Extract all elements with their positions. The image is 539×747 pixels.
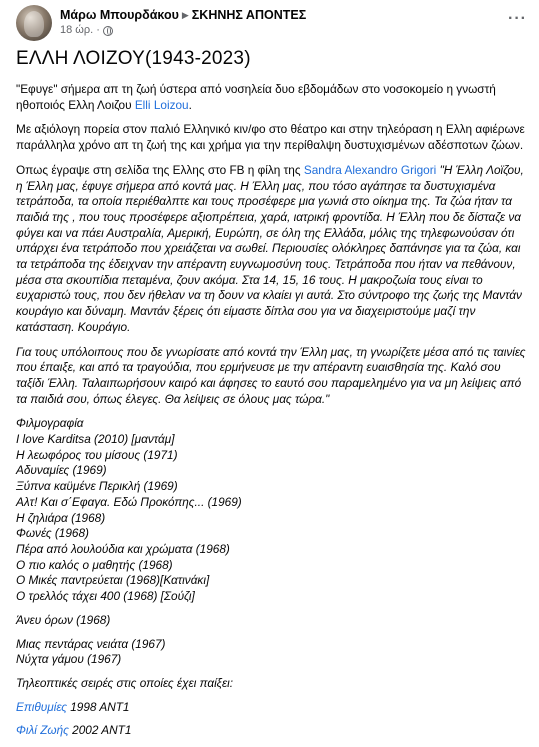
film-item: Αλτ! Και σ΄Εφαγα. Εδώ Προκόπης... (1969) bbox=[16, 494, 242, 509]
elli-loizou-link[interactable]: Elli Loizou bbox=[134, 97, 189, 112]
post-title: ΕΛΛΗ ΛΟΙΖΟΥ(1943-2023) bbox=[16, 48, 251, 69]
film-item: Ο Μικές παντρεύεται (1968)[Κατινάκι] bbox=[16, 573, 210, 588]
post-time[interactable]: 18 ώρ. bbox=[60, 23, 94, 36]
tv-series-info: 1998 ΑΝΤ1 bbox=[66, 699, 130, 714]
film-item: Αδυναμίες (1969) bbox=[16, 463, 107, 478]
filmography-heading: Φιλμογραφία bbox=[16, 416, 84, 431]
header-text bbox=[60, 8, 306, 37]
more-options-icon[interactable]: ··· bbox=[508, 10, 527, 27]
film-item: Η ζηλιάρα (1968) bbox=[16, 510, 106, 525]
arrow-right-icon: ▶ bbox=[181, 10, 189, 21]
group-name[interactable]: ΣΚΗΝΗΣ ΑΠΟΝΤΕΣ bbox=[191, 8, 307, 23]
paragraph-2: Με αξιόλογη πορεία στον παλιό Ελληνικό κιν/φο στο θέατρο και στην τηλεόραση η Ελλη αφιέρωνε παράλληλα χρόνο απ τη ζωή της και χρήμα για την περίθαλψη δυστυχισμένων αδέσποτων ζώων. bbox=[16, 122, 525, 153]
paragraph-4: Για τους υπόλοιπους που δε γνωρίσατε από κοντά την Έλλη μας, τη γνωρίζετε μέσα από τις ταινίες που έπαιξε, και από τα τραγούδια, που ερμήνευσε με την απέραντη ευαισθησία της. Καλό σου ταξίδι Έλλη. Ταλαιπωρήσουν καιρό και άφησες το εαυτό σου παραμελημένο για να μη λείψεις από τα παιδιά σου, όπως έλεγες. Θα λείψεις σε όλους μας τώρα." bbox=[16, 344, 526, 406]
author-avatar[interactable] bbox=[16, 5, 52, 41]
filmography bbox=[16, 416, 528, 739]
author-name[interactable]: Μάρω Μπουρδάκου bbox=[60, 8, 179, 23]
film-item: Νύχτα γάμου (1967) bbox=[16, 652, 122, 667]
post-header bbox=[16, 0, 527, 45]
paragraph-3-quote: "Η Έλλη Λοϊζου, η Έλλη μας, έφυγε σήμερα από κοντά μας. Η Έλλη μας, που τόσο αγάπησε τα δυστυχισμένα τετράποδα, τα οποία περιέθαλπτε και τους προσέφερε μια γωνιά στο οίκημα της. Τα ζώα ήταν τα παιδιά της , που τους προσέφερε αξιοπρέπεια, χαρά, ιατρική φροντίδα. Η Έλλη που δε δίσταζε να φύγει και να πάει Αυστραλία, Αμερική, Ευρώπη, σε όλη της Ελλάδα, μόλις της τηλεφωνούσαν ότι υπάρχει ένα τετράποδο που χρειάζεται να σωθεί. Περιουσίες ολόκληρες δαπάνησε για τα ζώα, και τα τετράποδα της έδειχναν την απέραντη ευγνωμοσύνη τους. Τετράποδα που ήταν να πεθάνουν, μέσα στα σκουπίδια πεταμένα, ζουν ακόμα. Στα 14, 15, 16 τους. Η μακροζωία τους είναι το ευχαριστώ τους, που δεν ήθελαν να τη δουν να κλαίει γι αυτά. Στο σύντροφο της ζωής της Μαντάν κουράγιο και δύναμη. Μαντάν ξέρεις ότι είμαστε δίπλα σου για να διαχειριστούμε μαζί την κατάσταση. Κουράγιο. bbox=[16, 162, 524, 334]
separator-dot: · bbox=[96, 23, 100, 36]
tv-series-link[interactable]: Επιθυμίες bbox=[16, 699, 67, 714]
list-spacer bbox=[16, 715, 528, 723]
post-meta bbox=[60, 24, 306, 38]
list-spacer bbox=[16, 668, 528, 676]
list-spacer bbox=[16, 692, 528, 700]
film-item: Άνευ όρων (1968) bbox=[16, 612, 111, 627]
tv-series-info: 2002 ΑΝΤ1 bbox=[68, 723, 132, 738]
list-spacer bbox=[16, 605, 528, 613]
tv-heading: Τηλεοπτικές σειρές στις οποίες έχει παίξει: bbox=[16, 675, 234, 690]
paragraph-3-intro: Οπως έγραψε στη σελίδα της Ελλης στο FB η φίλη της bbox=[16, 162, 304, 177]
paragraph-3 bbox=[16, 163, 528, 336]
film-item: Ξύπνα καϋμένε Περικλή (1969) bbox=[16, 479, 178, 494]
film-item: I love Karditsa (2010) [μαντάμ] bbox=[16, 432, 175, 447]
globe-icon bbox=[103, 26, 113, 36]
tv-series-item bbox=[16, 723, 528, 739]
author-group-line bbox=[60, 8, 306, 24]
post-body bbox=[16, 82, 528, 739]
film-item: Πέρα από λουλούδια και χρώματα (1968) bbox=[16, 541, 230, 556]
paragraph-1-end: . bbox=[188, 97, 192, 112]
paragraph-1-text: "Εφυγε" σήμερα απ τη ζωή ύστερα από νοσηλεία δυο εβδομάδων στο νοσοκομείο η γνωστή ηθοποιός Ελλη Λοιζου bbox=[16, 82, 496, 112]
film-item: Μιας πεντάρας νειάτα (1967) bbox=[16, 636, 166, 651]
paragraph-1 bbox=[16, 82, 528, 113]
tv-series-item bbox=[16, 700, 528, 716]
sandra-grigori-link[interactable]: Sandra Alexandro Grigori bbox=[303, 162, 437, 177]
film-item: Ο τρελλός τάχει 400 (1968) [Σούζι] bbox=[16, 589, 195, 604]
tv-series-link[interactable]: Φιλί Ζωής bbox=[16, 723, 69, 738]
film-item: Φωνές (1968) bbox=[16, 526, 89, 541]
film-item: Ο πιο καλός ο μαθητής (1968) bbox=[16, 557, 173, 572]
list-spacer bbox=[16, 629, 528, 637]
film-item: Η λεωφόρος του μίσους (1971) bbox=[16, 447, 178, 462]
